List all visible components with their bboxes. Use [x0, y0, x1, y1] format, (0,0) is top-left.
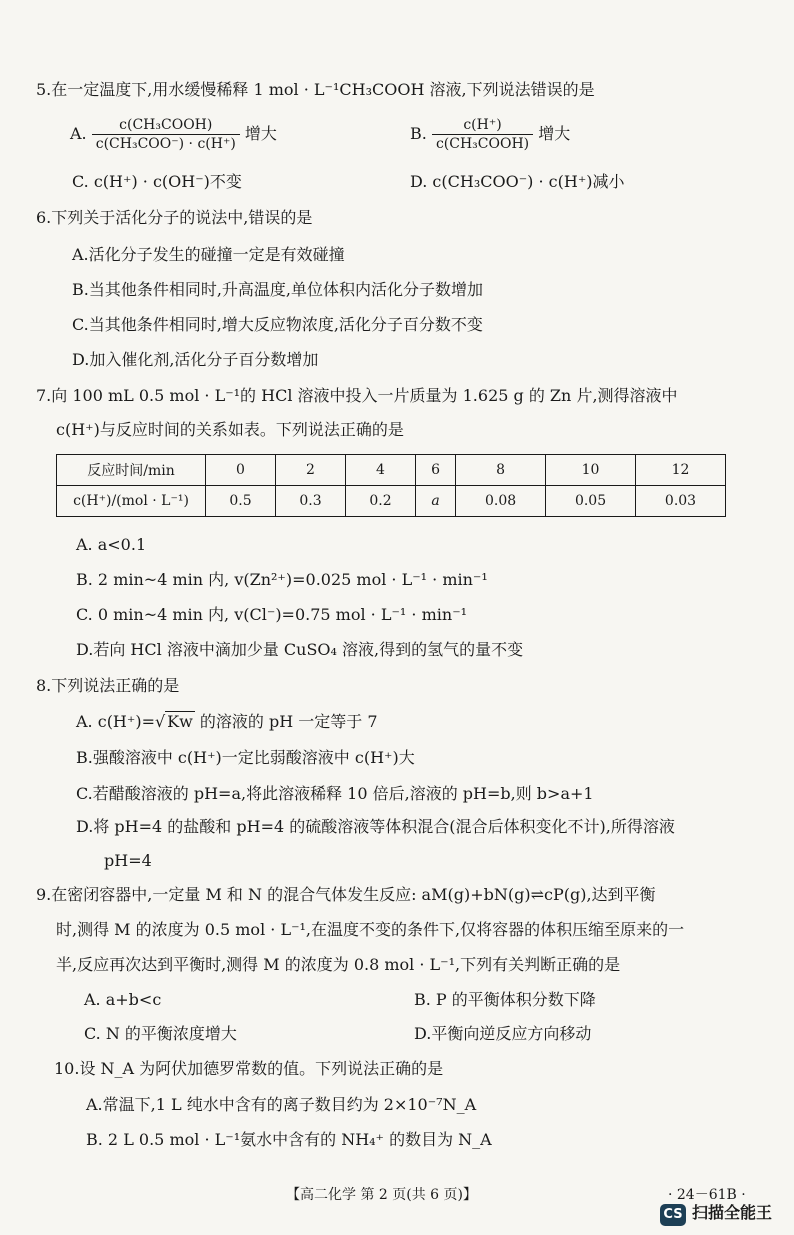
q8-option-b: B.强酸溶液中 c(H⁺)一定比弱酸溶液中 c(H⁺)大: [76, 748, 415, 767]
q9-option-a: A. a+b<c: [84, 990, 162, 1009]
q8-a-prefix: A. c(H⁺)=√: [76, 712, 166, 731]
q7-table-header-conc: c(H⁺)/(mol · L⁻¹): [57, 486, 206, 517]
q8-stem: 8.下列说法正确的是: [36, 676, 180, 695]
q5-option-d: D. c(CH₃COO⁻) · c(H⁺)减小: [410, 172, 625, 191]
q5-b-numerator: c(H⁺): [432, 116, 533, 135]
q7-table-cell: 4: [346, 455, 416, 486]
q7-table-cell: 0.08: [456, 486, 546, 517]
q6-stem: 6.下列关于活化分子的说法中,错误的是: [36, 208, 313, 227]
q7-option-d: D.若向 HCl 溶液中滴加少量 CuSO₄ 溶液,得到的氢气的量不变: [76, 640, 524, 659]
q5-a-fraction: [92, 116, 240, 153]
q7-table-cell: 2: [276, 455, 346, 486]
page-footer-code: · 24－61B ·: [668, 1187, 746, 1203]
q9-option-c: C. N 的平衡浓度增大: [84, 1024, 237, 1043]
q5-b-tail: 增大: [538, 124, 571, 143]
q5-option-c: C. c(H⁺) · c(OH⁻)不变: [72, 172, 242, 191]
q6-option-d: D.加入催化剂,活化分子百分数增加: [72, 350, 319, 369]
q5-option-b: [410, 116, 570, 153]
q7-table-row-conc: [57, 486, 726, 517]
q5-a-tail: 增大: [244, 124, 277, 143]
q8-option-a: [76, 710, 378, 734]
q8-a-suffix: 的溶液的 pH 一定等于 7: [194, 712, 378, 731]
q5-b-label: B.: [410, 124, 427, 143]
q10-option-b: B. 2 L 0.5 mol · L⁻¹氨水中含有的 NH₄⁺ 的数目为 N_A: [86, 1130, 492, 1149]
q7-stem-line2: c(H⁺)与反应时间的关系如表。下列说法正确的是: [56, 420, 404, 439]
q9-stem-line1: 9.在密闭容器中,一定量 M 和 N 的混合气体发生反应: aM(g)+bN(g)⇌cP(g),达到平衡: [36, 885, 656, 904]
q5-a-numerator: c(CH₃COOH): [92, 116, 240, 135]
q7-table-cell: 0.5: [206, 486, 276, 517]
q8-option-c: C.若醋酸溶液的 pH=a,将此溶液稀释 10 倍后,溶液的 pH=b,则 b>a+1: [76, 784, 594, 803]
q7-table-header-time: 反应时间/min: [57, 455, 206, 486]
q7-table-row-time: [57, 455, 726, 486]
q6-option-a: A.活化分子发生的碰撞一定是有效碰撞: [72, 245, 345, 264]
q7-stem-line1: 7.向 100 mL 0.5 mol · L⁻¹的 HCl 溶液中投入一片质量为 1.625 g 的 Zn 片,测得溶液中: [36, 386, 678, 405]
q7-table-cell: a: [416, 486, 456, 517]
q7-table-cell: 0.2: [346, 486, 416, 517]
q6-option-c: C.当其他条件相同时,增大反应物浓度,活化分子百分数不变: [72, 315, 483, 334]
q7-option-b: B. 2 min~4 min 内, v(Zn²⁺)=0.025 mol · L⁻¹ · min⁻¹: [76, 570, 488, 589]
q5-b-denominator: c(CH₃COOH): [435, 136, 530, 152]
q7-table-cell: 12: [636, 455, 726, 486]
q9-option-b: B. P 的平衡体积分数下降: [414, 990, 596, 1009]
q6-option-b: B.当其他条件相同时,升高温度,单位体积内活化分子数增加: [72, 280, 484, 299]
q10-stem: 10.设 N_A 为阿伏加德罗常数的值。下列说法正确的是: [54, 1059, 444, 1078]
q9-stem-line3: 半,反应再次达到平衡时,测得 M 的浓度为 0.8 mol · L⁻¹,下列有关判断正确的是: [56, 955, 621, 974]
q5-option-a: [70, 116, 277, 153]
q7-option-c: C. 0 min~4 min 内, v(Cl⁻)=0.75 mol · L⁻¹ · min⁻¹: [76, 605, 468, 624]
q7-table-cell: 6: [416, 455, 456, 486]
q7-table-cell: 0.3: [276, 486, 346, 517]
q7-data-table: [56, 454, 726, 517]
q5-a-denominator: c(CH₃COO⁻) · c(H⁺): [95, 136, 236, 152]
q7-table-cell: 10: [546, 455, 636, 486]
page-footer-title: 【高二化学 第 2 页(共 6 页)】: [286, 1187, 477, 1203]
q10-option-a: A.常温下,1 L 纯水中含有的离子数目约为 2×10⁻⁷N_A: [86, 1095, 477, 1114]
q8-option-d-line2: pH=4: [104, 851, 152, 870]
scanner-watermark: [660, 1200, 772, 1226]
q7-table-cell: 0.05: [546, 486, 636, 517]
q7-option-a: A. a<0.1: [76, 535, 147, 554]
q5-b-fraction: [432, 116, 533, 153]
q9-stem-line2: 时,测得 M 的浓度为 0.5 mol · L⁻¹,在温度不变的条件下,仅将容器的体积压缩至原来的一: [56, 920, 685, 939]
q9-option-d: D.平衡向逆反应方向移动: [414, 1024, 592, 1043]
q7-table-cell: 0: [206, 455, 276, 486]
scanner-brand-name: 扫描全能王: [692, 1203, 773, 1222]
cs-logo-icon: CS: [660, 1204, 686, 1226]
q5-stem: 5.在一定温度下,用水缓慢稀释 1 mol · L⁻¹CH₃COOH 溶液,下列说法错误的是: [36, 80, 595, 99]
q8-a-radicand: Kw: [167, 712, 193, 731]
q5-a-label: A.: [70, 124, 87, 143]
q7-table-cell: 8: [456, 455, 546, 486]
q8-option-d-line1: D.将 pH=4 的盐酸和 pH=4 的硫酸溶液等体积混合(混合后体积变化不计),所得溶液: [76, 817, 675, 836]
q7-table-cell: 0.03: [636, 486, 726, 517]
